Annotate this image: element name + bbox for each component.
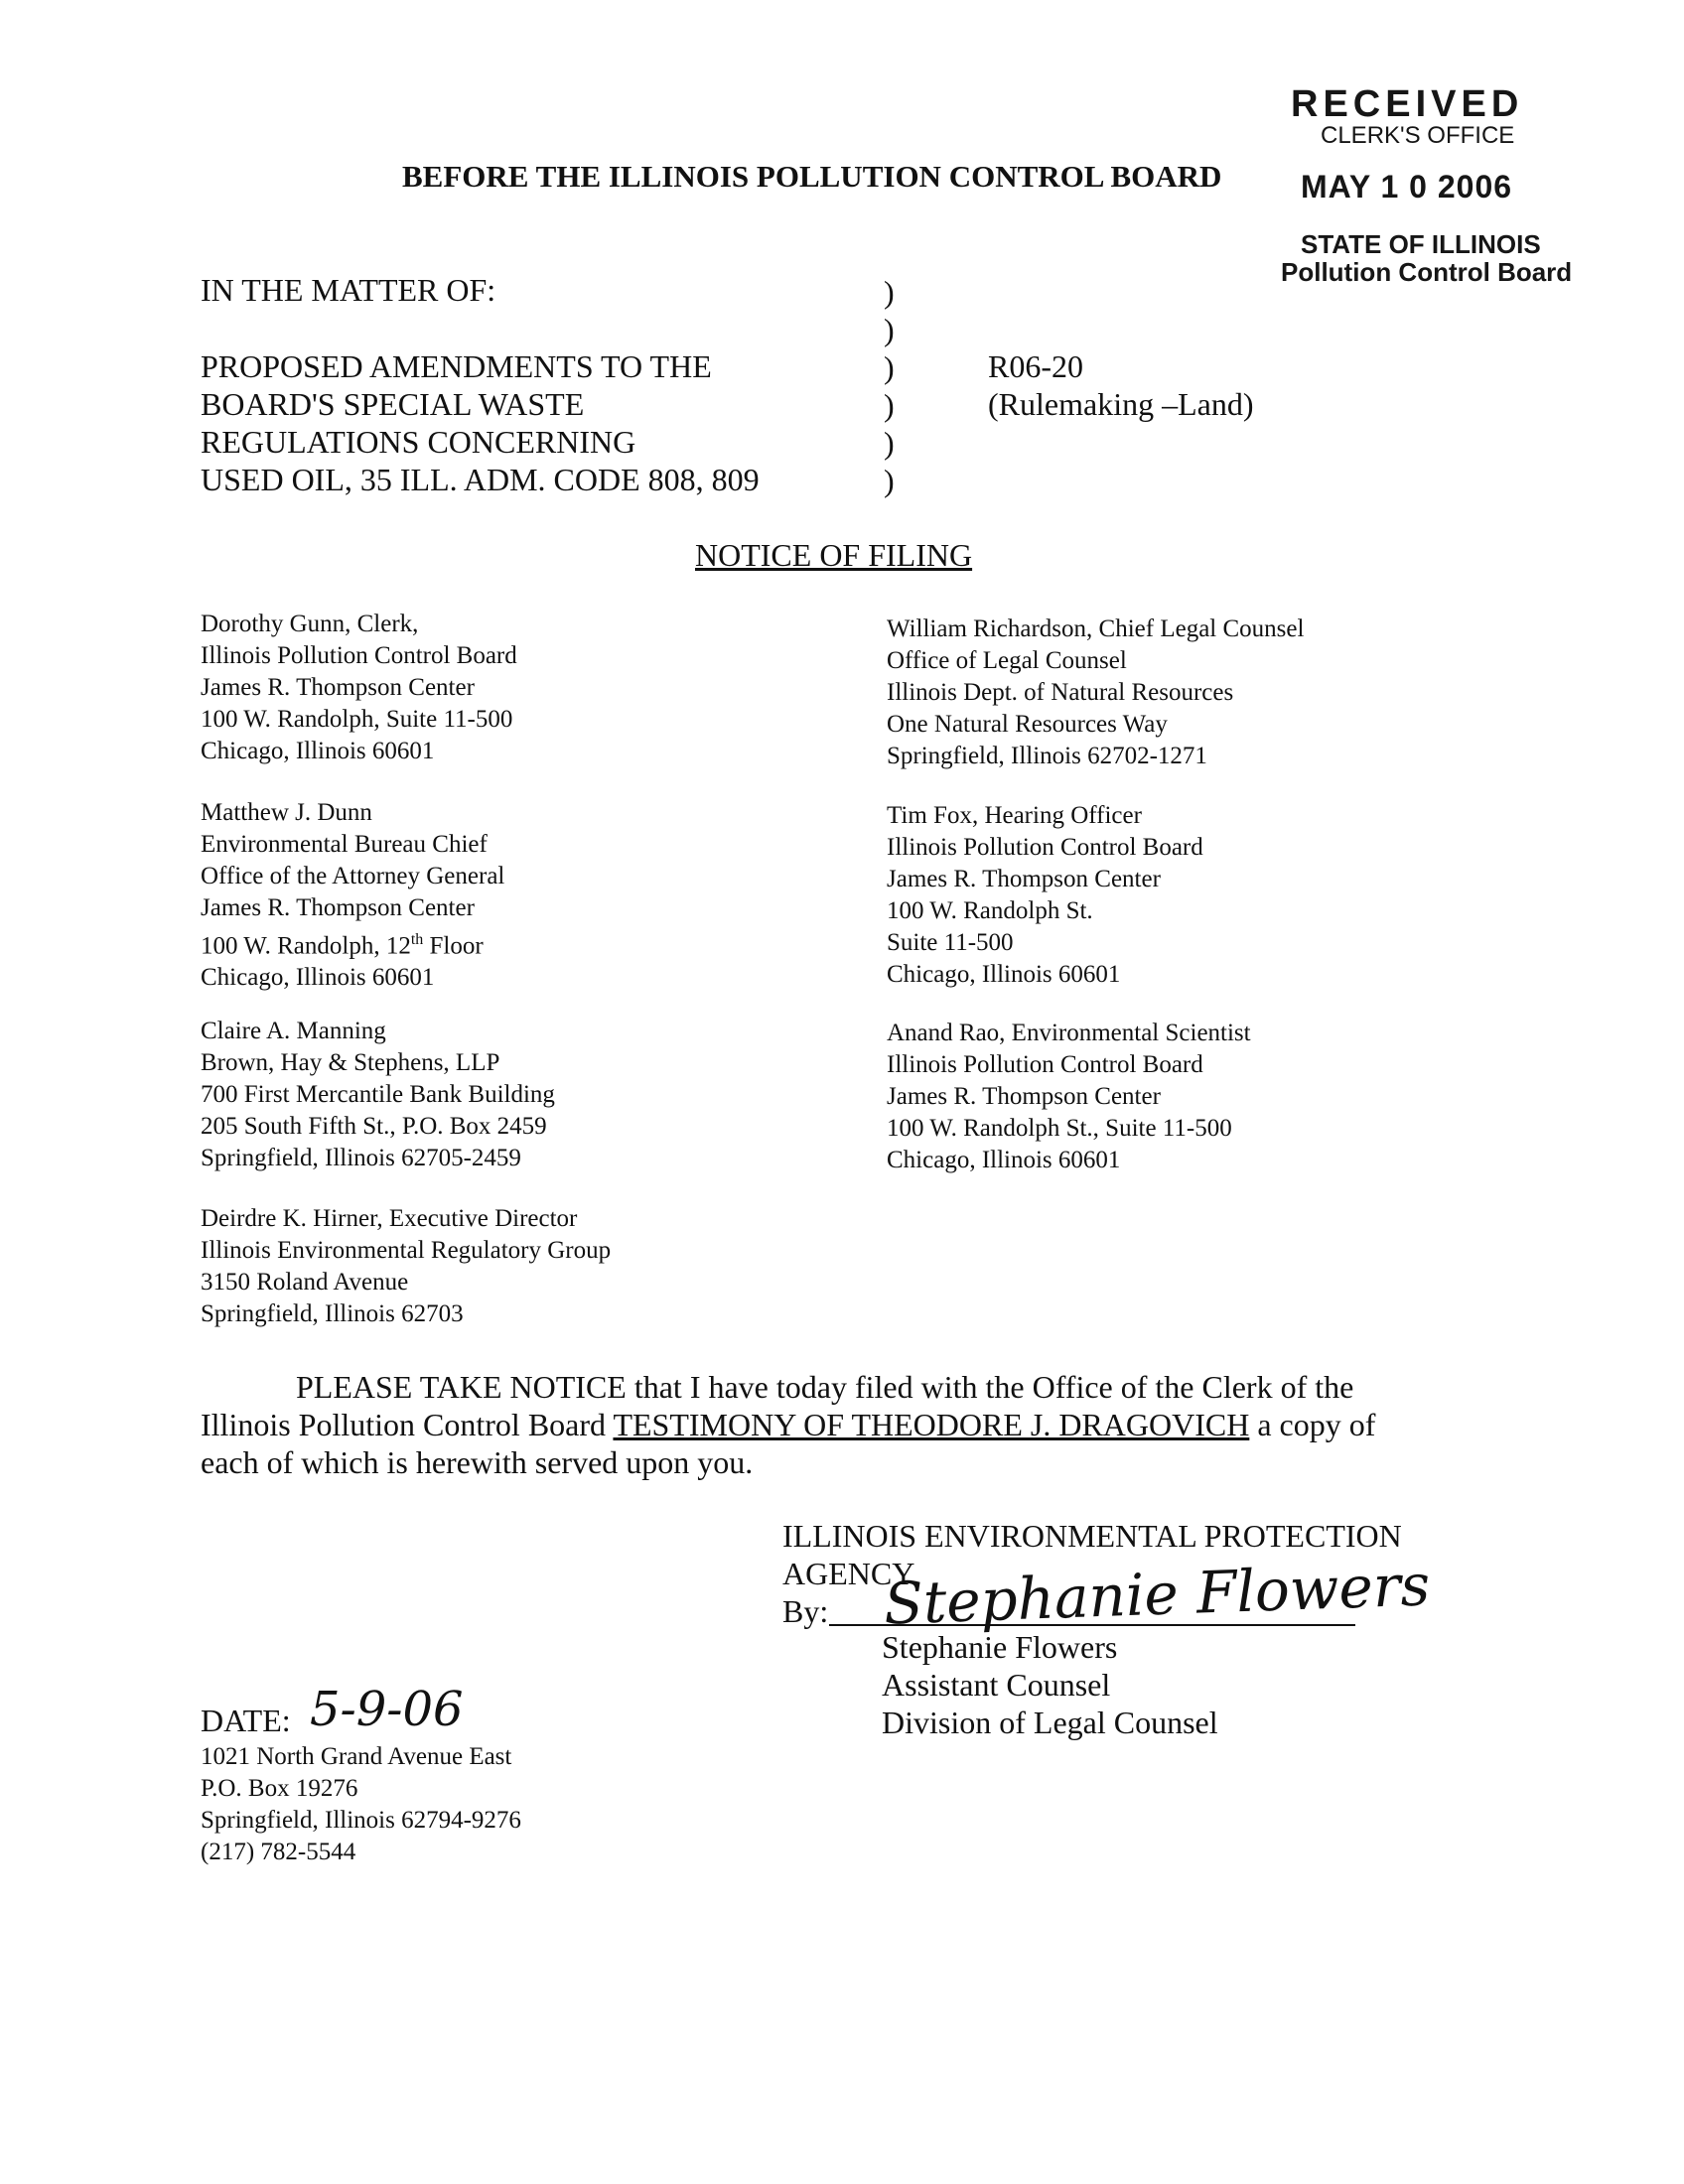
paren: ) [884,312,895,347]
case-type: (Rulemaking –Land) [988,386,1254,422]
agency-line: ILLINOIS ENVIRONMENTAL PROTECTION [782,1518,1402,1554]
caption-parentheses [884,273,895,499]
addressee-block [201,1016,555,1174]
handwritten-date: 5-9-06 [310,1682,464,1737]
body-text: Illinois Pollution Control Board [201,1407,614,1442]
address-line: Chicago, Illinois 60601 [201,964,435,992]
address-line: Tim Fox, Hearing Officer [887,802,1142,829]
notice-title: NOTICE OF FILING [695,537,973,573]
stamp-board: Pollution Control Board [1281,257,1573,287]
paren: ) [884,425,895,461]
address-line: 1021 North Grand Avenue East [201,1743,512,1770]
address-line: (217) 782-5544 [201,1839,356,1865]
addressee-block [201,609,517,767]
address-line: William Richardson, Chief Legal Counsel [887,615,1305,642]
body-line [201,1406,1375,1443]
address-line: One Natural Resources Way [887,711,1168,738]
caption-line: BOARD'S SPECIAL WASTE [201,386,585,422]
caption-line: USED OIL, 35 ILL. ADM. CODE 808, 809 [201,462,760,497]
caption-block [201,347,760,498]
paren: ) [884,274,895,310]
case-number: R06-20 [988,348,1083,384]
address-line: Office of Legal Counsel [887,647,1127,674]
document-heading: BEFORE THE ILLINOIS POLLUTION CONTROL BOARD [402,159,1222,194]
agency-line: AGENCY [782,1556,915,1591]
address-line: Illinois Environmental Regulatory Group [201,1237,612,1264]
address-line: 3150 Roland Avenue [201,1269,409,1296]
address-line: Matthew J. Dunn [201,799,372,826]
stamp-date: MAY 1 0 2006 [1301,169,1513,205]
return-address [201,1741,521,1868]
address-line-part: Floor [423,932,484,960]
address-line: Illinois Pollution Control Board [201,642,517,669]
address-line: 100 W. Randolph St. [887,897,1093,924]
address-line: Chicago, Illinois 60601 [201,738,435,764]
address-line: P.O. Box 19276 [201,1775,358,1802]
address-line: Chicago, Illinois 60601 [887,961,1121,988]
address-line: Dorothy Gunn, Clerk, [201,611,419,637]
paren: ) [884,349,895,385]
date-label: DATE: [201,1703,291,1738]
address-line: Brown, Hay & Stephens, LLP [201,1049,500,1076]
signer-title: Assistant Counsel [882,1667,1111,1703]
stamp-office: CLERK'S OFFICE [1321,122,1515,149]
body-text: a copy of [1249,1407,1376,1442]
address-line-part: 100 W. Randolph, 12 [201,932,411,960]
caption-line: REGULATIONS CONCERNING [201,424,636,460]
by-label: By: [782,1593,829,1629]
address-line: James R. Thompson Center [887,1083,1161,1110]
stamp-received: RECEIVED [1291,83,1524,125]
body-line: each of which is herewith served upon you. [201,1444,754,1480]
signer-division: Division of Legal Counsel [882,1705,1218,1740]
address-line: 100 W. Randolph St., Suite 11-500 [887,1115,1232,1142]
address-line: 700 First Mercantile Bank Building [201,1081,555,1108]
case-info [988,347,1253,423]
address-line: Illinois Pollution Control Board [887,1051,1203,1078]
stamp-state: STATE OF ILLINOIS [1301,229,1541,259]
addressee-block [201,1203,611,1330]
address-line: Chicago, Illinois 60601 [887,1147,1121,1173]
address-line: Office of the Attorney General [201,863,505,889]
address-line: Illinois Pollution Control Board [887,834,1203,861]
signer-block [882,1628,1218,1741]
signer-name: Stephanie Flowers [882,1629,1118,1665]
address-line: Environmental Bureau Chief [201,831,488,858]
body-line: PLEASE TAKE NOTICE that I have today filed with the Office of the Clerk of the [296,1369,1354,1405]
paren: ) [884,387,895,423]
address-line: James R. Thompson Center [887,866,1161,892]
address-line: Deirdre K. Hirner, Executive Director [201,1205,578,1232]
paren: ) [884,463,895,498]
notice-body [201,1368,1375,1481]
address-line [201,924,504,962]
address-line: James R. Thompson Center [201,674,475,701]
handwritten-signature: Stephanie Flowers [882,1551,1432,1638]
address-line: Claire A. Manning [201,1018,386,1044]
address-line: Illinois Dept. of Natural Resources [887,679,1234,706]
addressee-block [887,1018,1251,1176]
ordinal-suffix: th [410,931,424,948]
addressee-block [887,800,1203,991]
address-line: James R. Thompson Center [201,894,475,921]
address-line: Springfield, Illinois 62703 [201,1300,464,1327]
addressee-block [201,797,504,994]
address-line: Suite 11-500 [887,929,1014,956]
address-line: Springfield, Illinois 62705-2459 [201,1145,521,1171]
filed-document-title: TESTIMONY OF THEODORE J. DRAGOVICH [613,1407,1250,1442]
address-line: Springfield, Illinois 62794-9276 [201,1807,521,1834]
address-line: 100 W. Randolph, Suite 11-500 [201,706,513,733]
address-line: Anand Rao, Environmental Scientist [887,1020,1251,1046]
addressee-block [887,614,1304,772]
matter-label: IN THE MATTER OF: [201,272,496,308]
address-line: Springfield, Illinois 62702-1271 [887,743,1207,769]
caption-line: PROPOSED AMENDMENTS TO THE [201,348,712,384]
received-stamp [1281,83,1589,287]
address-line: 205 South Fifth St., P.O. Box 2459 [201,1113,547,1140]
